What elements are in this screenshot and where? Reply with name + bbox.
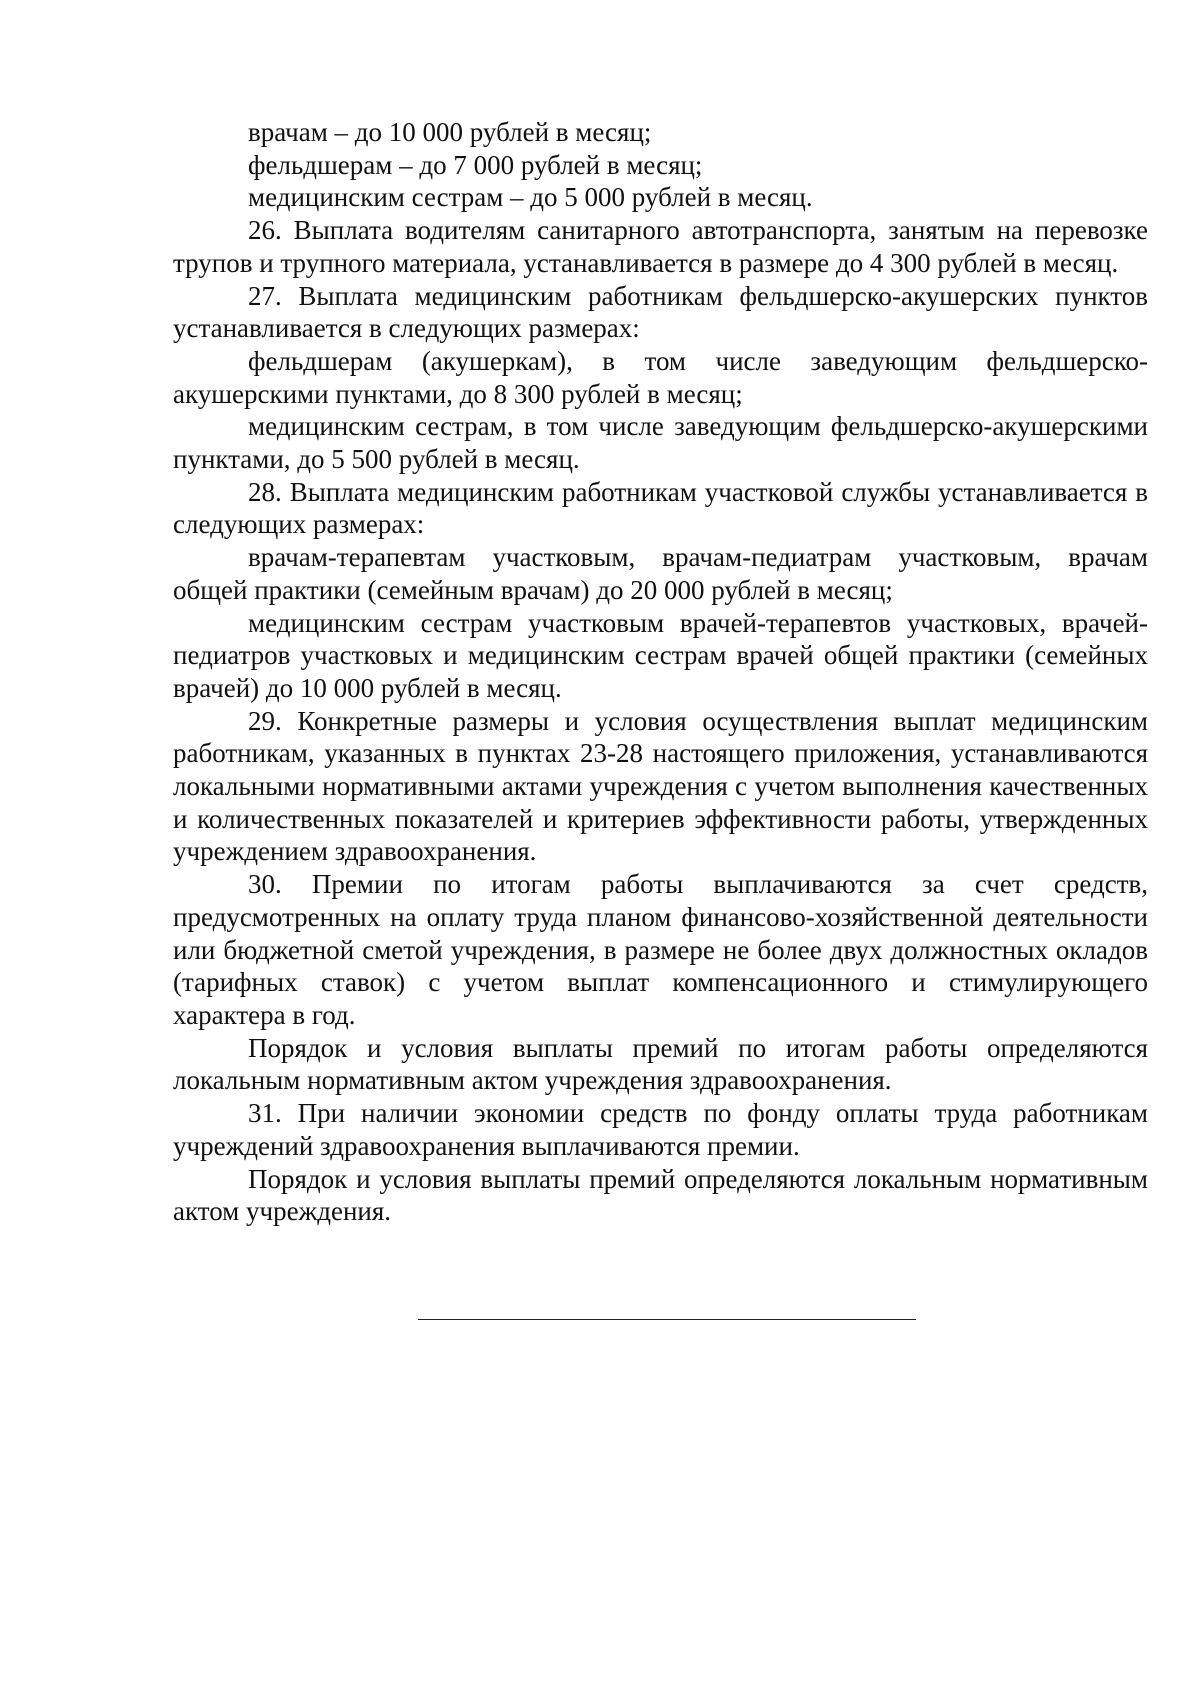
paragraph-28-nurses: медицинским сестрам участковым врачей-терапевтов участковых, врачей-педиатров участковых и медицинским сестрам врачей общей практики (семейных врачей) до 10 000 рублей в месяц. <box>173 607 1148 703</box>
paragraph-28-doctors: врачам-терапевтам участковым, врачам-педиатрам участковым, врачам общей практики (семейным врачам) до 20 000 рублей в месяц; <box>173 542 1148 605</box>
paragraph-27-nurses: медицинским сестрам, в том числе заведующим фельдшерско-акушерскими пунктами, до 5 500 рублей в месяц. <box>173 411 1148 475</box>
paragraph-31-procedure: Порядок и условия выплаты премий определяются локальным нормативным актом учреждения. <box>173 1163 1148 1227</box>
paragraph-29: 29. Конкретные размеры и условия осуществления выплат медицинским работникам, указанных в пунктах 23-28 настоящего приложения, устанавливаются локальными нормативными актами учреждения с учетом выполнения качественных и количественных показателей и критериев эффективности работы, утвержденных учреждением здравоохранения. <box>173 705 1148 867</box>
paragraph-feldshers-payment: фельдшерам – до 7 000 рублей в месяц; <box>248 149 703 180</box>
closing-rule <box>418 1319 916 1320</box>
paragraph-27: 27. Выплата медицинским работникам фельдшерско-акушерских пунктов устанавливается в следующих размерах: <box>173 280 1148 344</box>
paragraph-28: 28. Выплата медицинским работникам участковой службы устанавливается в следующих размерах: <box>173 476 1148 540</box>
paragraph-31: 31. При наличии экономии средств по фонду оплаты труда работникам учреждений здравоохранения выплачиваются премии. <box>173 1098 1148 1161</box>
paragraph-nurses-payment: медицинским сестрам – до 5 000 рублей в месяц. <box>248 182 813 213</box>
document-body <box>173 116 1148 1228</box>
paragraph-30-procedure: Порядок и условия выплаты премий по итогам работы определяются локальным нормативным актом учреждения здравоохранения. <box>173 1032 1148 1096</box>
paragraph-26: 26. Выплата водителям санитарного автотранспорта, занятым на перевозке трупов и трупного материала, устанавливается в размере до 4 300 рублей в месяц. <box>173 215 1148 278</box>
paragraph-doctors-payment: врачам – до 10 000 рублей в месяц; <box>248 117 652 147</box>
paragraph-27-feldshers: фельдшерам (акушеркам), в том числе заведующим фельдшерско-акушерскими пунктами, до 8 300 рублей в месяц; <box>173 345 1148 409</box>
paragraph-30: 30. Премии по итогам работы выплачиваются за счет средств, предусмотренных на оплату труда планом финансово-хозяйственной деятельности или бюджетной сметой учреждения, в размере не более двух должностных окладов (тарифных ставок) с учетом выплат компенсационного и стимулирующего характера в год. <box>173 869 1148 1030</box>
